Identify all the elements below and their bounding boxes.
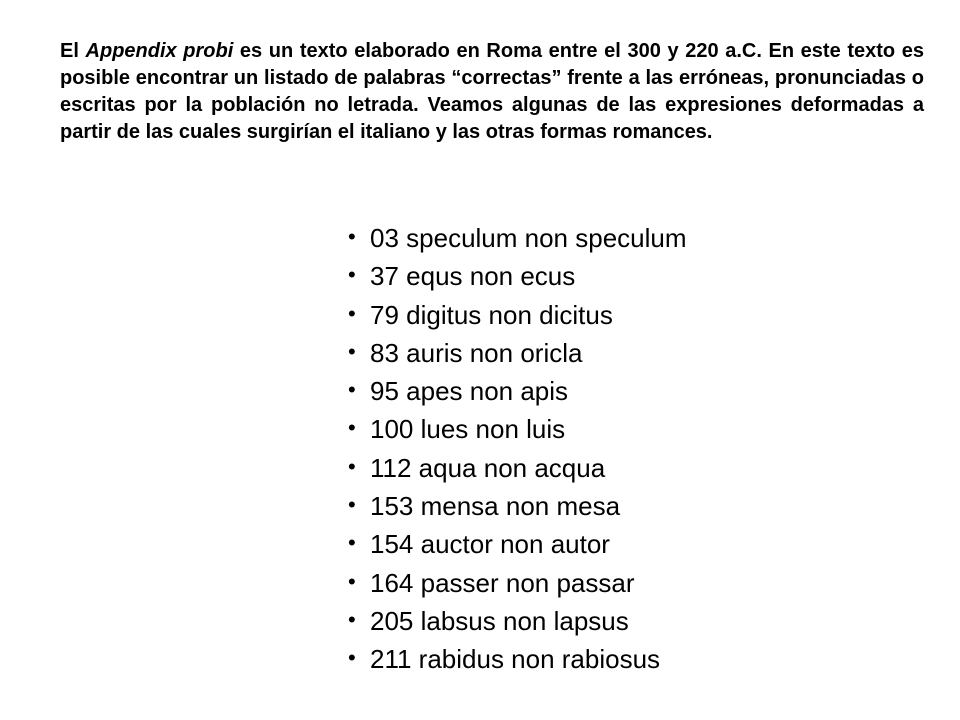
list-item-text: 164 passer non passar — [370, 567, 635, 598]
list-item-text: 79 digitus non dicitus — [370, 299, 613, 330]
intro-text-start: El — [60, 40, 86, 62]
bullet-icon: • — [348, 224, 356, 249]
list-item-text: 154 auctor non autor — [370, 529, 610, 560]
list-item — [348, 525, 687, 563]
bullet-icon: • — [348, 377, 356, 403]
bullet-icon: • — [348, 530, 356, 556]
bullet-icon: • — [348, 415, 356, 441]
bullet-icon: • — [348, 645, 356, 671]
list-item-text: 83 auris non oricla — [370, 337, 583, 368]
list-item — [348, 372, 687, 410]
work-title: Appendix probi — [85, 40, 234, 62]
bullet-icon: • — [348, 453, 356, 479]
list-item-text: 211 rabidus non rabiosus — [370, 644, 661, 675]
list-item — [348, 640, 687, 678]
bullet-icon: • — [348, 300, 356, 326]
list-item — [348, 296, 687, 334]
list-item — [348, 257, 687, 295]
list-item — [348, 334, 687, 372]
list-item-text: 95 apes non apis — [370, 376, 569, 407]
list-item — [348, 449, 687, 487]
list-item-text: 37 equs non ecus — [370, 261, 576, 292]
list-item-text: 153 mensa non mesa — [370, 491, 621, 522]
bullet-icon: • — [348, 568, 356, 594]
list-item-text: 112 aqua non acqua — [370, 452, 606, 483]
bullet-icon: • — [348, 606, 356, 632]
bullet-icon: • — [348, 262, 356, 288]
word-list — [348, 219, 687, 679]
list-item — [348, 410, 687, 448]
list-item-text: 03 speculum non speculum — [370, 223, 687, 253]
list-item-text: 100 lues non luis — [370, 414, 566, 445]
list-item — [348, 602, 687, 640]
list-item — [348, 219, 687, 257]
list-item — [348, 564, 687, 602]
bullet-icon: • — [348, 492, 356, 518]
intro-paragraph — [60, 38, 924, 146]
intro-text-rest: es un texto elaborado en Roma entre el 300 y 220 a.C. En este texto es posible encontrar un listado de palabras “correctas” frente a las erróneas, pronunciadas o escritas por la población no letrada. Veamos algunas de las expresiones deformadas a partir de las cuales surgirían el italiano y las otras formas romances. — [60, 40, 924, 143]
list-item — [348, 487, 687, 525]
list-item-text: 205 labsus non lapsus — [370, 605, 629, 636]
bullet-icon: • — [348, 338, 356, 364]
